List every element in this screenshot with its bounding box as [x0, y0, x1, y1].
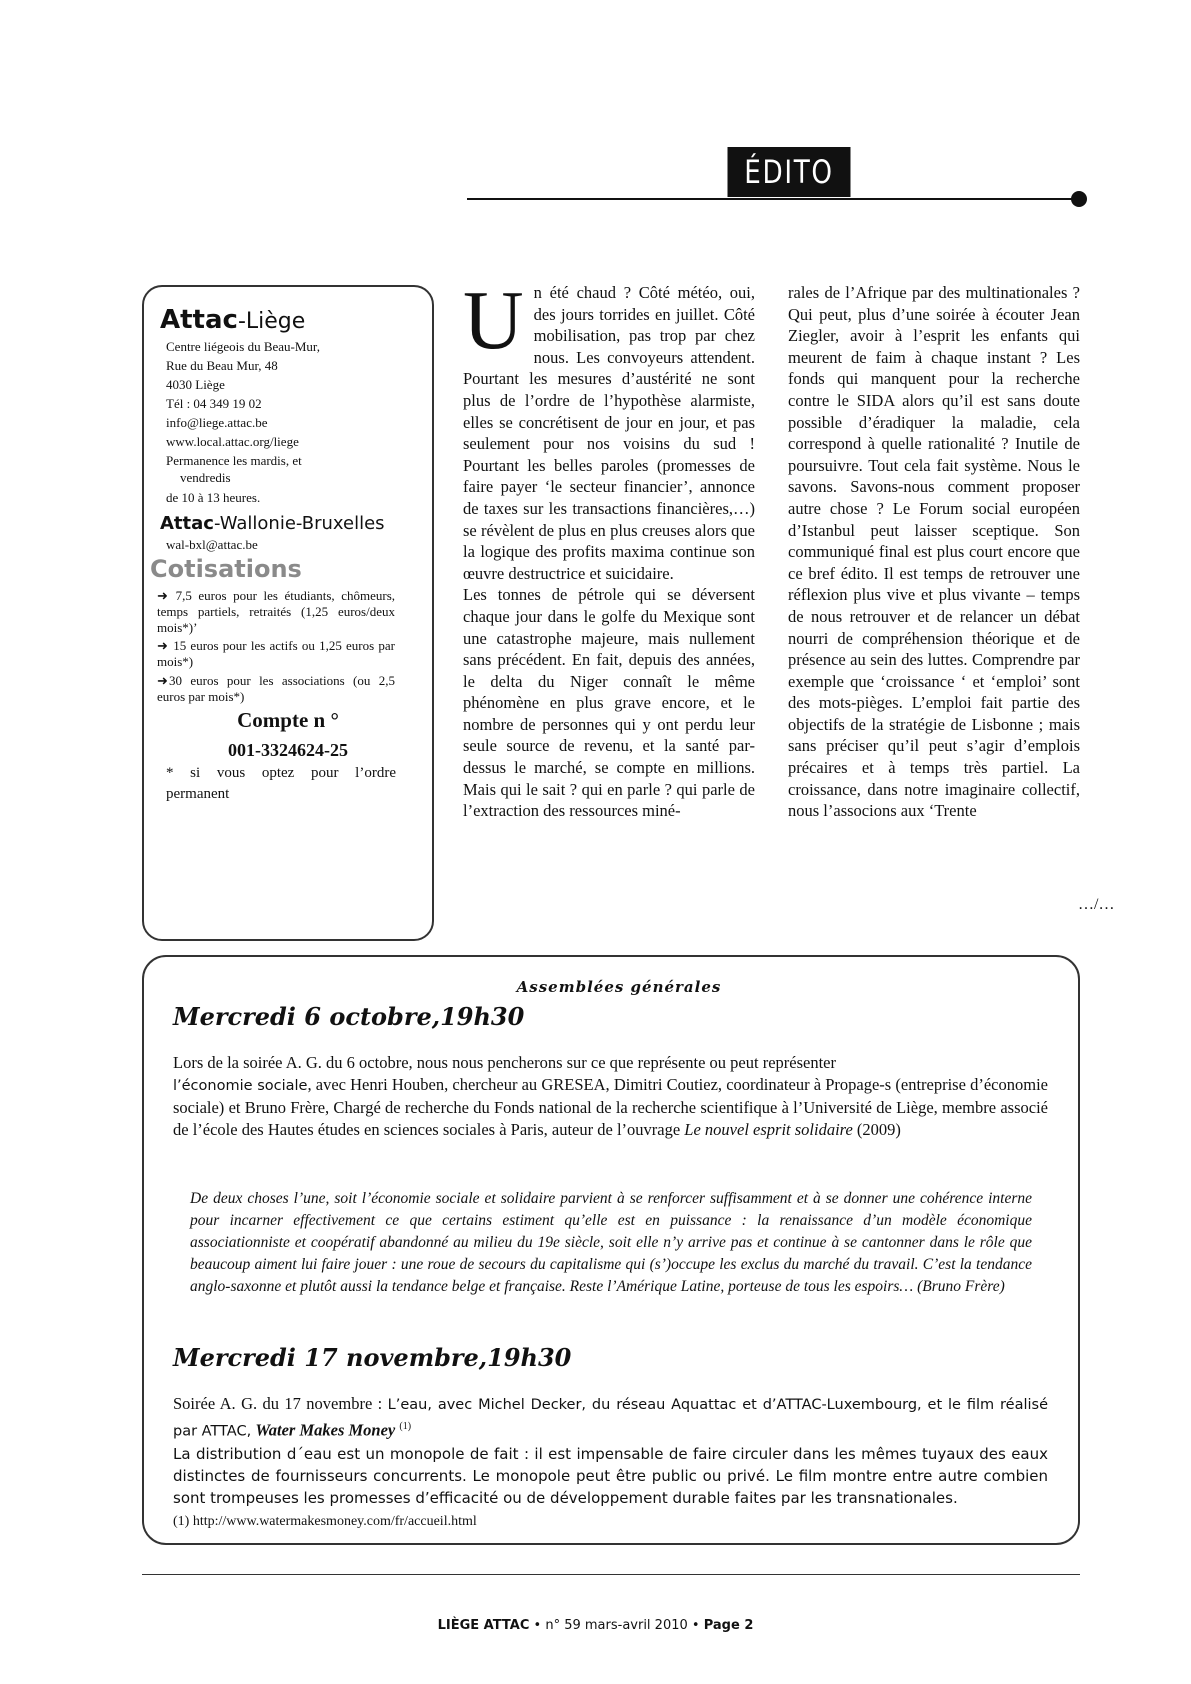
events-bottom-rule: [142, 1574, 1080, 1575]
events-section-title: Assemblées générales: [516, 978, 722, 996]
opening-hours: Permanence les mardis, et: [166, 453, 302, 468]
email-link[interactable]: info@liege.attac.be: [166, 415, 268, 430]
page-number: Page 2: [703, 1618, 754, 1633]
footnote-ordre-permanent: * si vous optez pour l’ordre permanent: [166, 765, 396, 802]
cotisations-title: Cotisations: [150, 555, 302, 583]
account-number: 001-3324624-25: [228, 740, 348, 760]
arrow-right-icon: ➜: [157, 588, 168, 603]
event-paragraph: La distribution d´eau est un monopole de fait : il est impensable de faire circuler dans les mêmes tuyaux des eaux distinctes de fournisseurs concurrents. Le monopole peut être public ou privé. Le film montre entre autre combien sont trompeuses les promesses d’efficacité ou de développement durable faites par les transnationales.: [173, 1444, 1048, 1507]
book-title: Le nouvel esprit solidaire: [684, 1120, 853, 1139]
issue-info: n° 59 mars-avril 2010: [545, 1618, 688, 1633]
cotisation-item: ➜ 15 euros pour les actifs ou 1,25 euros par mois*): [157, 638, 396, 669]
event-quote: De deux choses l’une, soit l’économie sociale et solidaire parvient à se renforcer suffisamment et à se donner une cohérence interne pour incarner effectivement ce que certains estiment qu’elle est en puissance : la renaissance d’un modèle économique associationniste et coopératif abandonné au milieu du 19e siècle, soit elle n’y arrive pas et continue à se cantonner dans le rôle que beaucoup aiment lui faire jouer : une roue de secours du capitalisme qui (s’)occupe les exclus du marché du travail. C’est la tendance anglo-saxonne et plutôt aussi la tendance belge et française. Reste l’Amérique Latine, porteuse de tous les espoirs… (Bruno Frère): [190, 1190, 1032, 1295]
header-rule: [467, 198, 1077, 200]
org2-title: Attac-Wallonie-Bruxelles: [160, 513, 385, 534]
footnote-ref: (1): [399, 1421, 412, 1432]
footnote-url[interactable]: (1) http://www.watermakesmoney.com/fr/accueil.html: [173, 1513, 477, 1529]
editorial-paragraph: Les tonnes de pétrole qui se déversent chaque jour dans le golfe du Mexique sont une catastrophe majeure, mais nullement sans précédent. En fait, depuis des années, le delta du Niger connaît le même phénomène en plus grave encore, et le nombre de personnes qui y ont perdu leur seule source de revenu, et la santé par-dessus le marché, se compte en millions. Mais qui le sait ? qui en parle ? qui parle de l’extraction des ressources miné-: [463, 585, 755, 821]
event-description: Lors de la soirée A. G. du 6 octobre, nous nous pencherons sur ce que représente ou peut représenter l’économie sociale, avec Henri Houben, chercheur au GRESEA, Dimitri Coutiez, coordinateur à Propage-s (entreprise d’économie sociale) et Bruno Frère, Chargé de recherche du Fonds national de la recherche scientifique à l’Université de Liège, membre associé de l’école des Hautes études en sciences sociales à Paris, auteur de l’ouvrage Le nouvel esprit solidaire (2009): [173, 1053, 1048, 1139]
editorial-column-2: [788, 282, 1080, 822]
arrow-right-icon: ➜: [157, 673, 168, 688]
address-line: Centre liégeois du Beau-Mur,: [166, 339, 320, 354]
publication-name: LIÈGE ATTAC: [437, 1618, 530, 1633]
phone: Tél : 04 349 19 02: [166, 396, 262, 411]
continued-marker: …/…: [1078, 896, 1115, 913]
org-title: Attac-Liège: [160, 305, 306, 335]
arrow-right-icon: ➜: [157, 638, 168, 653]
drop-cap: U: [463, 274, 524, 367]
address-line: 4030 Liège: [166, 377, 225, 392]
address-line: Rue du Beau Mur, 48: [166, 358, 278, 373]
event-heading: Mercredi 17 novembre,19h30: [173, 1343, 572, 1372]
event-description: Soirée A. G. du 17 novembre : L’eau, avec Michel Decker, du réseau Aquattac et d’ATTAC-Luxembourg, et le film réalisé par ATTAC, Water Makes Money $^{(1)}$ La distribution d´eau est un monopole de fait : il est impensable de faire circuler dans les mêmes tuyaux des eaux distinctes de fournisseurs concurrents. Le monopole peut être public ou privé. Le film montre entre autre combien sont trompeuses les promesses d’efficacité ou de développement durable faites par les transnationales. (1) http://www.watermakesmoney.com/fr/accueil.html: [173, 1393, 1048, 1533]
editorial-paragraph: rales de l’Afrique par des multinationales ? Qui peut, plus d’une soirée à écouter Jean Ziegler, avoir à l’esprit les enfants qui meurent de faim à chaque instant ? Les fonds qui manquent pour la recherche contre le SIDA alors qu’il est sans doute possible d’éradiquer la maladie, cela correspond à quelle rationalité ? Inutile de poursuivre. Tout cela fait système. Nous le savons. Savons-nous comment proposer autre chose ? Le Forum social européen d’Istanbul peut laisser sceptique. Son communiqué final est plus court encore que ce bref édito. Il est temps de retrouver une réflexion plus vive et plus vivante – temps de nous retrouver et de relancer un débat nourri de compréhension théorique et de présence au sein des luttes. Comprendre par exemple que ‘croissance ‘ et ‘emploi’ sont des mots-pièges. L’emploi fait partie des objectifs de la stratégie de Lisbonne ; mais sans préciser qu’il peut s’agir d’emplois précaires et à temps très partiel. La croissance, dans notre imaginaire collectif, nous l’associons aux ‘Trente: [788, 283, 1080, 821]
website-link[interactable]: www.local.attac.org/liege: [166, 434, 299, 449]
film-title: Water Makes Money: [255, 1420, 396, 1440]
org2-email-link[interactable]: wal-bxl@attac.be: [166, 537, 258, 552]
opening-hours: de 10 à 13 heures.: [166, 490, 261, 505]
event-topic: l’économie sociale: [173, 1078, 308, 1094]
editorial-column-1: [463, 274, 755, 822]
cotisation-item: ➜30 euros pour les associations (ou 2,5 euros par mois*): [157, 673, 395, 704]
section-title: ÉDITO: [728, 147, 851, 197]
event-heading: Mercredi 6 octobre,19h30: [173, 1002, 525, 1031]
account-title: Compte n °: [237, 708, 339, 732]
header-rule-dot: [1071, 191, 1087, 207]
cotisation-item: ➜ 7,5 euros pour les étudiants, chômeurs, temps partiels, retraités (1,25 euros/deux mois*)’: [157, 588, 396, 635]
opening-hours: vendredis: [180, 470, 231, 485]
page-footer: LIÈGE ATTAC • n° 59 mars-avril 2010 • Page 2: [437, 1618, 754, 1633]
editorial-paragraph: n été chaud ? Côté météo, oui, des jours torrides en juillet. Côté mobilisation, pas trop par chez nous. Les convoyeurs attendent. Pourtant les mesures d’austérité ne sont plus de l’ordre de l’hypothèse alarmiste, elles se concrétisent de jour en jour, et pas seulement pour nos voisins du sud ! Pourtant les belles paroles (promesses de faire payer ‘le secteur financier’, annonce de taxes sur les transactions financières,…) se révèlent de plus en plus creuses alors que la logique des profits maxima continue son œuvre destructrice et suicidaire.: [463, 283, 755, 583]
